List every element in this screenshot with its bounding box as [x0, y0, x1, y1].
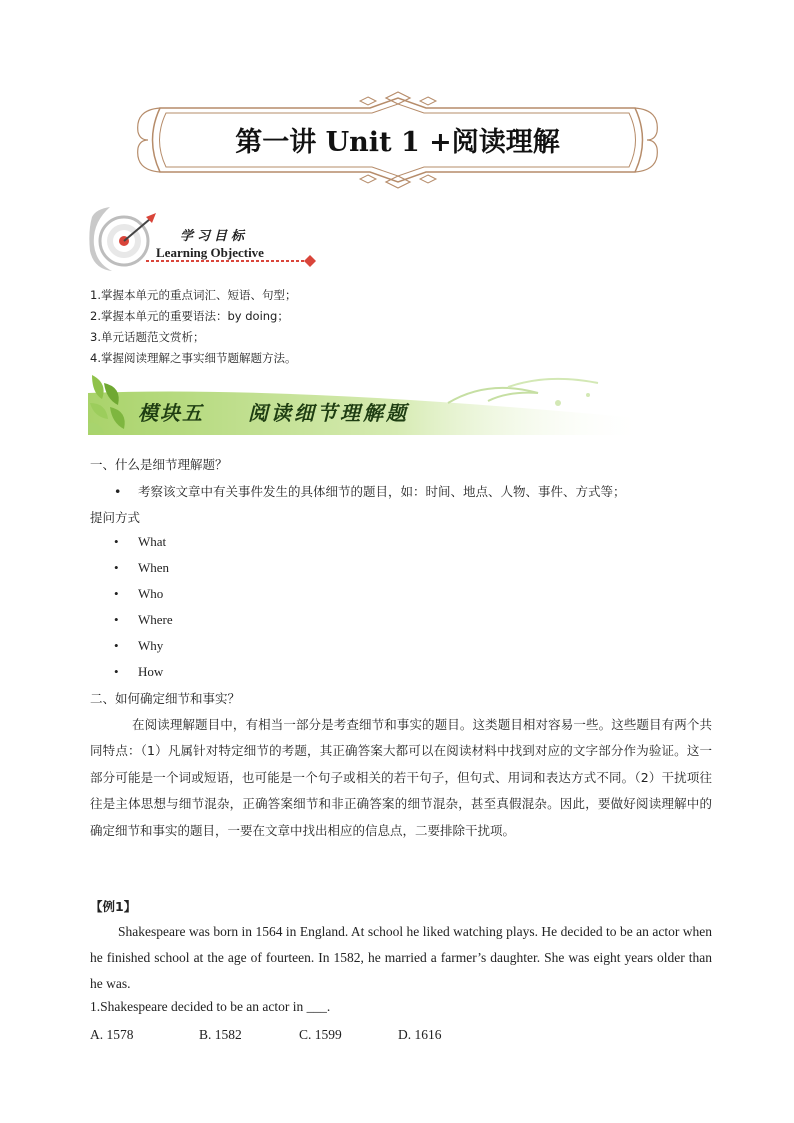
- list-item-text: Where: [138, 612, 173, 627]
- answer-option[interactable]: D. 1616: [398, 1027, 442, 1042]
- objective-item: 3.单元话题范文赏析；: [90, 330, 205, 344]
- list-item-text: What: [138, 534, 167, 549]
- question-text: 1.Shakespeare decided to be an actor in ___.: [90, 999, 331, 1014]
- list-item: [114, 638, 163, 654]
- bullet-text: 考察该文章中有关事件发生的具体细节的题目，如：时间、地点、人物、事件、方式等；: [138, 484, 626, 499]
- ask-heading: 提问方式: [90, 510, 141, 525]
- list-item: [114, 664, 163, 680]
- section-heading: 一、什么是细节理解题？: [90, 457, 228, 472]
- list-item: [114, 560, 169, 576]
- answer-option[interactable]: C. 1599: [299, 1027, 342, 1042]
- objective-item: 1.掌握本单元的重点词汇、短语、句型；: [90, 288, 297, 302]
- bullet-icon: •: [114, 612, 119, 627]
- list-item: [114, 586, 163, 602]
- bullet-icon: •: [114, 484, 122, 499]
- learning-objective-zh: 学习目标: [180, 229, 249, 244]
- list-item: [114, 534, 166, 550]
- example-passage: Shakespeare was born in 1564 in England. At school he liked watching plays. He decided to be an actor when he finished school at the age of fourteen. In 1582, he married a farmer’s daughter. She was eight years older than he was.: [90, 924, 712, 991]
- module-banner: [88, 373, 648, 435]
- list-item: [114, 612, 173, 628]
- bullet-item: [114, 482, 626, 500]
- module-title: 阅读细节理解题: [248, 401, 409, 425]
- module-label: 模块五: [138, 401, 204, 425]
- title-banner: [130, 90, 665, 190]
- answer-option[interactable]: B. 1582: [199, 1027, 242, 1042]
- objective-item: 4.掌握阅读理解之事实细节题解题方法。: [90, 351, 297, 365]
- section-heading: 二、如何确定细节和事实？: [90, 691, 241, 706]
- bullet-icon: •: [114, 638, 119, 653]
- section-paragraph: 在阅读理解题目中，有相当一部分是考查细节和事实的题目。这类题目相对容易一些。这些题目有两个共同特点：（1）凡属针对特定细节的考题，其正确答案大都可以在阅读材料中找到对应的文字部分作为验证。这一部分可能是一个词或短语，也可能是一个句子或相关的若干句子，但句式、用词和表达方式不同。（2）干扰项往往是主体思想与细节混杂，正确答案细节和非正确答案的细节混杂，甚至真假混杂。因此，要做好阅读理解中的确定细节和事实的题目，一要在文章中找出相应的信息点，二要排除干扰项。: [90, 717, 712, 838]
- bullet-icon: •: [114, 534, 119, 549]
- list-item-text: Why: [138, 638, 164, 653]
- list-item-text: When: [138, 560, 170, 575]
- objective-item: 2.掌握本单元的重要语法：by doing；: [90, 309, 289, 323]
- learning-objective-en: Learning Objective: [156, 245, 264, 260]
- answer-option[interactable]: A. 1578: [90, 1027, 134, 1042]
- bullet-icon: •: [114, 586, 119, 601]
- list-item-text: How: [138, 664, 164, 679]
- learning-objective-header: [86, 205, 326, 277]
- list-item-text: Who: [138, 586, 164, 601]
- page-title: 第一讲 Unit 1 +阅读理解: [235, 127, 560, 158]
- bullet-icon: •: [114, 664, 119, 679]
- example-label: 【例1】: [90, 899, 137, 914]
- bullet-icon: •: [114, 560, 119, 575]
